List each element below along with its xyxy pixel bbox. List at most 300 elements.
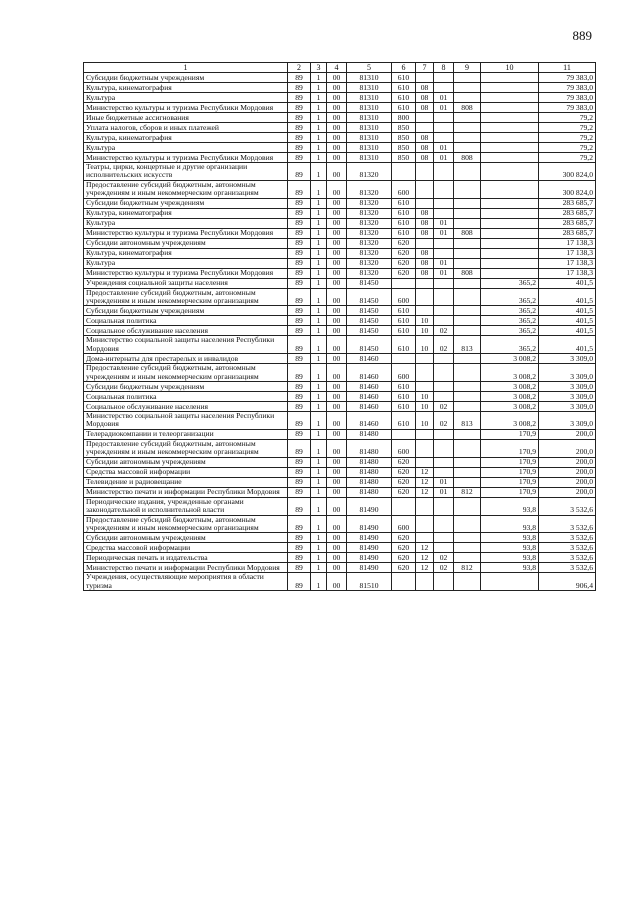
table-cell: 81490 — [347, 553, 392, 563]
table-cell — [454, 306, 481, 316]
row-name-cell: Министерство социальной защиты населения Республики Мордовия — [84, 336, 288, 354]
table-cell — [434, 467, 454, 477]
row-name-cell: Уплата налогов, сборов и иных платежей — [84, 123, 288, 133]
table-cell: 81490 — [347, 563, 392, 573]
table-cell: 200,0 — [539, 467, 596, 477]
table-cell: 812 — [454, 563, 481, 573]
table-cell: 610 — [392, 73, 416, 83]
table-cell: 283 685,7 — [539, 198, 596, 208]
table-cell — [454, 238, 481, 248]
table-cell: 79,2 — [539, 123, 596, 133]
table-cell: 10 — [416, 402, 434, 412]
table-cell: 1 — [311, 316, 327, 326]
table-cell: 1 — [311, 497, 327, 515]
table-cell: 89 — [288, 316, 311, 326]
row-name-cell: Средства массовой информации — [84, 543, 288, 553]
table-cell: 300 824,0 — [539, 180, 596, 198]
table-cell — [416, 180, 434, 198]
table-cell: 93,8 — [481, 497, 539, 515]
table-cell — [392, 429, 416, 439]
table-row — [84, 73, 596, 83]
table-cell: 610 — [392, 228, 416, 238]
table-cell: 00 — [327, 306, 347, 316]
table-cell: 283 685,7 — [539, 228, 596, 238]
table-cell: 3 008,2 — [481, 354, 539, 364]
table-cell: 00 — [327, 467, 347, 477]
row-name-cell: Министерство печати и информации Республики Мордовия — [84, 563, 288, 573]
table-row — [84, 457, 596, 467]
row-name-cell: Предоставление субсидий бюджетным, автономным учреждениям и иным некоммерческим организациям — [84, 364, 288, 382]
table-cell — [392, 354, 416, 364]
table-cell: 89 — [288, 83, 311, 93]
table-cell: 00 — [327, 198, 347, 208]
row-name-cell: Периодическая печать и издательства — [84, 553, 288, 563]
table-cell — [434, 180, 454, 198]
row-name-cell: Культура — [84, 93, 288, 103]
table-cell: 610 — [392, 326, 416, 336]
table-cell: 620 — [392, 543, 416, 553]
table-cell: 620 — [392, 553, 416, 563]
table-cell: 01 — [434, 228, 454, 238]
table-cell — [454, 258, 481, 268]
table-cell: 3 008,2 — [481, 392, 539, 402]
table-cell: 610 — [392, 382, 416, 392]
table-cell: 81320 — [347, 258, 392, 268]
page-number: 889 — [572, 28, 592, 43]
column-header: 8 — [434, 63, 454, 73]
column-header: 5 — [347, 63, 392, 73]
table-row — [84, 248, 596, 258]
row-name-cell: Субсидии бюджетным учреждениям — [84, 382, 288, 392]
table-cell: 79,2 — [539, 143, 596, 153]
table-cell: 610 — [392, 198, 416, 208]
table-cell: 1 — [311, 103, 327, 113]
table-cell: 3 532,6 — [539, 515, 596, 533]
table-cell: 610 — [392, 103, 416, 113]
table-cell: 365,2 — [481, 326, 539, 336]
table-cell: 89 — [288, 133, 311, 143]
table-cell: 00 — [327, 238, 347, 248]
table-cell — [481, 113, 539, 123]
table-cell: 81310 — [347, 133, 392, 143]
table-row — [84, 268, 596, 278]
table-cell: 08 — [416, 143, 434, 153]
table-cell — [416, 198, 434, 208]
table-cell: 200,0 — [539, 487, 596, 497]
table-cell: 1 — [311, 439, 327, 457]
table-cell — [434, 515, 454, 533]
table-cell: 620 — [392, 248, 416, 258]
table-cell: 00 — [327, 288, 347, 306]
table-cell: 89 — [288, 268, 311, 278]
table-cell: 81320 — [347, 163, 392, 181]
table-cell — [434, 123, 454, 133]
table-cell: 89 — [288, 218, 311, 228]
table-cell: 170,9 — [481, 429, 539, 439]
table-row — [84, 439, 596, 457]
table-cell: 600 — [392, 364, 416, 382]
table-cell — [416, 163, 434, 181]
table-cell — [416, 515, 434, 533]
table-cell — [454, 553, 481, 563]
column-header: 10 — [481, 63, 539, 73]
table-row — [84, 326, 596, 336]
table-cell: 79,2 — [539, 153, 596, 163]
table-cell — [454, 364, 481, 382]
table-cell: 08 — [416, 268, 434, 278]
table-cell: 12 — [416, 477, 434, 487]
table-cell — [454, 439, 481, 457]
table-cell — [416, 364, 434, 382]
table-cell: 89 — [288, 238, 311, 248]
table-cell: 12 — [416, 467, 434, 477]
row-name-cell: Культура — [84, 258, 288, 268]
table-cell: 808 — [454, 228, 481, 238]
table-cell: 610 — [392, 93, 416, 103]
table-cell: 401,5 — [539, 326, 596, 336]
table-cell — [392, 573, 416, 591]
row-name-cell: Культура, кинематография — [84, 133, 288, 143]
table-cell: 89 — [288, 515, 311, 533]
table-cell — [434, 133, 454, 143]
table-cell: 620 — [392, 238, 416, 248]
table-cell: 1 — [311, 123, 327, 133]
table-cell: 89 — [288, 288, 311, 306]
table-cell: 1 — [311, 382, 327, 392]
table-cell: 620 — [392, 533, 416, 543]
table-cell: 89 — [288, 123, 311, 133]
table-cell: 81480 — [347, 439, 392, 457]
table-cell: 10 — [416, 392, 434, 402]
table-cell: 81320 — [347, 248, 392, 258]
table-cell: 3 008,2 — [481, 364, 539, 382]
table-cell: 1 — [311, 153, 327, 163]
table-row — [84, 208, 596, 218]
table-cell: 89 — [288, 208, 311, 218]
table-cell: 89 — [288, 326, 311, 336]
table-cell: 81310 — [347, 143, 392, 153]
table-cell: 1 — [311, 163, 327, 181]
column-header: 4 — [327, 63, 347, 73]
table-cell — [454, 382, 481, 392]
row-name-cell: Культура, кинематография — [84, 83, 288, 93]
table-cell: 10 — [416, 412, 434, 430]
table-cell — [416, 497, 434, 515]
table-cell: 81480 — [347, 487, 392, 497]
table-cell: 08 — [416, 228, 434, 238]
table-cell: 00 — [327, 402, 347, 412]
row-name-cell: Культура — [84, 218, 288, 228]
table-cell — [454, 477, 481, 487]
table-cell: 1 — [311, 412, 327, 430]
table-cell: 1 — [311, 515, 327, 533]
table-cell: 81310 — [347, 73, 392, 83]
column-header: 2 — [288, 63, 311, 73]
table-cell — [392, 497, 416, 515]
row-name-cell: Социальное обслуживание населения — [84, 402, 288, 412]
table-cell: 812 — [454, 487, 481, 497]
table-cell — [481, 153, 539, 163]
table-cell: 81460 — [347, 412, 392, 430]
table-cell: 365,2 — [481, 278, 539, 288]
table-cell: 79 383,0 — [539, 103, 596, 113]
row-name-cell: Субсидии автономным учреждениям — [84, 533, 288, 543]
table-cell: 00 — [327, 439, 347, 457]
table-cell — [454, 533, 481, 543]
table-cell: 813 — [454, 336, 481, 354]
column-header: 1 — [84, 63, 288, 73]
table-cell: 81460 — [347, 354, 392, 364]
table-cell: 401,5 — [539, 278, 596, 288]
table-cell: 3 309,0 — [539, 364, 596, 382]
table-cell: 81490 — [347, 497, 392, 515]
table-row — [84, 336, 596, 354]
table-cell: 620 — [392, 268, 416, 278]
table-cell — [454, 467, 481, 477]
table-cell — [434, 439, 454, 457]
table-cell: 01 — [434, 103, 454, 113]
table-cell: 1 — [311, 228, 327, 238]
table-row — [84, 83, 596, 93]
table-cell: 81310 — [347, 103, 392, 113]
table-cell: 89 — [288, 487, 311, 497]
table-cell: 81450 — [347, 306, 392, 316]
row-name-cell: Учреждения социальной защиты населения — [84, 278, 288, 288]
table-cell — [454, 163, 481, 181]
table-cell: 1 — [311, 573, 327, 591]
row-name-cell: Предоставление субсидий бюджетным, автономным учреждениям и иным некоммерческим организациям — [84, 515, 288, 533]
row-name-cell: Телевидение и радиовещание — [84, 477, 288, 487]
table-cell: 00 — [327, 563, 347, 573]
row-name-cell: Предоставление субсидий бюджетным, автономным учреждениям и иным некоммерческим организациям — [84, 288, 288, 306]
table-cell: 620 — [392, 467, 416, 477]
table-cell: 81320 — [347, 238, 392, 248]
table-cell: 01 — [434, 143, 454, 153]
table-cell: 283 685,7 — [539, 208, 596, 218]
table-cell: 3 008,2 — [481, 402, 539, 412]
table-cell: 00 — [327, 278, 347, 288]
table-cell — [454, 73, 481, 83]
table-cell: 300 824,0 — [539, 163, 596, 181]
table-cell: 00 — [327, 93, 347, 103]
table-cell: 1 — [311, 429, 327, 439]
table-cell: 89 — [288, 457, 311, 467]
table-cell: 1 — [311, 487, 327, 497]
table-cell: 3 309,0 — [539, 402, 596, 412]
table-cell — [454, 288, 481, 306]
table-cell: 81450 — [347, 288, 392, 306]
table-cell — [454, 218, 481, 228]
table-cell: 00 — [327, 412, 347, 430]
table-cell: 1 — [311, 143, 327, 153]
table-row — [84, 412, 596, 430]
table-cell: 81320 — [347, 218, 392, 228]
table-cell: 89 — [288, 573, 311, 591]
table-cell — [454, 573, 481, 591]
table-cell — [434, 248, 454, 258]
table-cell: 89 — [288, 153, 311, 163]
table-cell — [481, 133, 539, 143]
table-cell — [481, 73, 539, 83]
table-row — [84, 573, 596, 591]
table-cell: 00 — [327, 83, 347, 93]
table-row — [84, 382, 596, 392]
row-name-cell: Социальная политика — [84, 316, 288, 326]
table-row — [84, 198, 596, 208]
table-cell: 1 — [311, 354, 327, 364]
table-cell — [454, 208, 481, 218]
table-cell — [454, 326, 481, 336]
table-cell: 365,2 — [481, 316, 539, 326]
table-cell: 02 — [434, 553, 454, 563]
row-name-cell: Культура — [84, 143, 288, 153]
table-cell: 81490 — [347, 543, 392, 553]
table-cell — [454, 429, 481, 439]
table-cell: 00 — [327, 573, 347, 591]
column-header: 11 — [539, 63, 596, 73]
table-cell: 170,9 — [481, 439, 539, 457]
table-cell — [454, 515, 481, 533]
table-cell: 3 008,2 — [481, 382, 539, 392]
table-cell: 81320 — [347, 268, 392, 278]
table-cell: 79 383,0 — [539, 83, 596, 93]
table-cell: 610 — [392, 392, 416, 402]
row-name-cell: Субсидии автономным учреждениям — [84, 238, 288, 248]
table-cell: 1 — [311, 258, 327, 268]
table-cell: 610 — [392, 402, 416, 412]
table-cell — [481, 103, 539, 113]
table-cell: 1 — [311, 268, 327, 278]
column-header: 6 — [392, 63, 416, 73]
table-cell: 1 — [311, 543, 327, 553]
table-row — [84, 429, 596, 439]
table-cell — [481, 258, 539, 268]
table-cell: 1 — [311, 208, 327, 218]
table-cell — [434, 354, 454, 364]
table-cell: 12 — [416, 553, 434, 563]
table-cell: 00 — [327, 113, 347, 123]
table-cell: 10 — [416, 336, 434, 354]
table-cell: 79 383,0 — [539, 73, 596, 83]
table-cell — [434, 573, 454, 591]
table-cell: 1 — [311, 457, 327, 467]
table-cell — [454, 497, 481, 515]
table-cell: 81480 — [347, 457, 392, 467]
table-cell: 81480 — [347, 467, 392, 477]
table-cell: 283 685,7 — [539, 218, 596, 228]
column-header: 3 — [311, 63, 327, 73]
row-name-cell: Субсидии бюджетным учреждениям — [84, 198, 288, 208]
table-cell — [481, 218, 539, 228]
table-cell — [481, 248, 539, 258]
table-cell — [416, 113, 434, 123]
table-row — [84, 113, 596, 123]
table-cell: 00 — [327, 258, 347, 268]
table-cell: 89 — [288, 73, 311, 83]
table-cell: 89 — [288, 477, 311, 487]
table-cell: 00 — [327, 457, 347, 467]
row-name-cell: Телерадиокомпании и телеорганизации — [84, 429, 288, 439]
table-cell: 93,8 — [481, 543, 539, 553]
table-cell: 00 — [327, 133, 347, 143]
table-cell — [392, 163, 416, 181]
table-cell: 00 — [327, 218, 347, 228]
table-cell: 81450 — [347, 278, 392, 288]
table-cell — [434, 306, 454, 316]
table-cell — [434, 288, 454, 306]
table-cell: 610 — [392, 412, 416, 430]
table-cell — [454, 93, 481, 103]
table-cell: 81450 — [347, 316, 392, 326]
table-cell: 08 — [416, 208, 434, 218]
table-cell: 620 — [392, 258, 416, 268]
table-cell: 1 — [311, 238, 327, 248]
table-cell: 00 — [327, 497, 347, 515]
table-cell: 1 — [311, 180, 327, 198]
table-cell: 89 — [288, 439, 311, 457]
table-cell: 00 — [327, 354, 347, 364]
table-cell: 200,0 — [539, 429, 596, 439]
table-cell: 89 — [288, 497, 311, 515]
table-cell: 89 — [288, 278, 311, 288]
table-row — [84, 316, 596, 326]
table-cell: 813 — [454, 412, 481, 430]
row-name-cell: Министерство печати и информации Республики Мордовия — [84, 487, 288, 497]
table-cell: 01 — [434, 218, 454, 228]
table-cell: 00 — [327, 268, 347, 278]
table-cell: 1 — [311, 364, 327, 382]
row-name-cell: Субсидии автономным учреждениям — [84, 457, 288, 467]
table-cell: 17 138,3 — [539, 268, 596, 278]
table-cell: 08 — [416, 248, 434, 258]
table-cell: 1 — [311, 278, 327, 288]
table-cell: 200,0 — [539, 457, 596, 467]
table-cell: 808 — [454, 153, 481, 163]
table-cell — [434, 457, 454, 467]
table-cell: 850 — [392, 143, 416, 153]
table-cell: 08 — [416, 133, 434, 143]
table-cell — [454, 543, 481, 553]
table-cell — [434, 429, 454, 439]
table-cell: 81460 — [347, 364, 392, 382]
row-name-cell: Социальное обслуживание населения — [84, 326, 288, 336]
table-cell — [434, 316, 454, 326]
table-cell: 1 — [311, 563, 327, 573]
table-cell: 08 — [416, 83, 434, 93]
table-cell — [434, 382, 454, 392]
table-cell: 3 309,0 — [539, 392, 596, 402]
table-cell: 89 — [288, 248, 311, 258]
table-cell: 00 — [327, 123, 347, 133]
table-cell — [481, 268, 539, 278]
table-cell: 81310 — [347, 83, 392, 93]
table-cell — [454, 123, 481, 133]
table-cell: 08 — [416, 218, 434, 228]
table-cell: 1 — [311, 73, 327, 83]
table-row — [84, 228, 596, 238]
row-name-cell: Культура, кинематография — [84, 208, 288, 218]
table-cell: 08 — [416, 93, 434, 103]
table-cell — [454, 248, 481, 258]
table-cell: 620 — [392, 457, 416, 467]
table-cell: 600 — [392, 515, 416, 533]
table-cell: 89 — [288, 543, 311, 553]
table-row — [84, 153, 596, 163]
table-cell — [416, 457, 434, 467]
table-cell: 610 — [392, 306, 416, 316]
table-cell: 365,2 — [481, 336, 539, 354]
row-name-cell: Субсидии бюджетным учреждениям — [84, 73, 288, 83]
